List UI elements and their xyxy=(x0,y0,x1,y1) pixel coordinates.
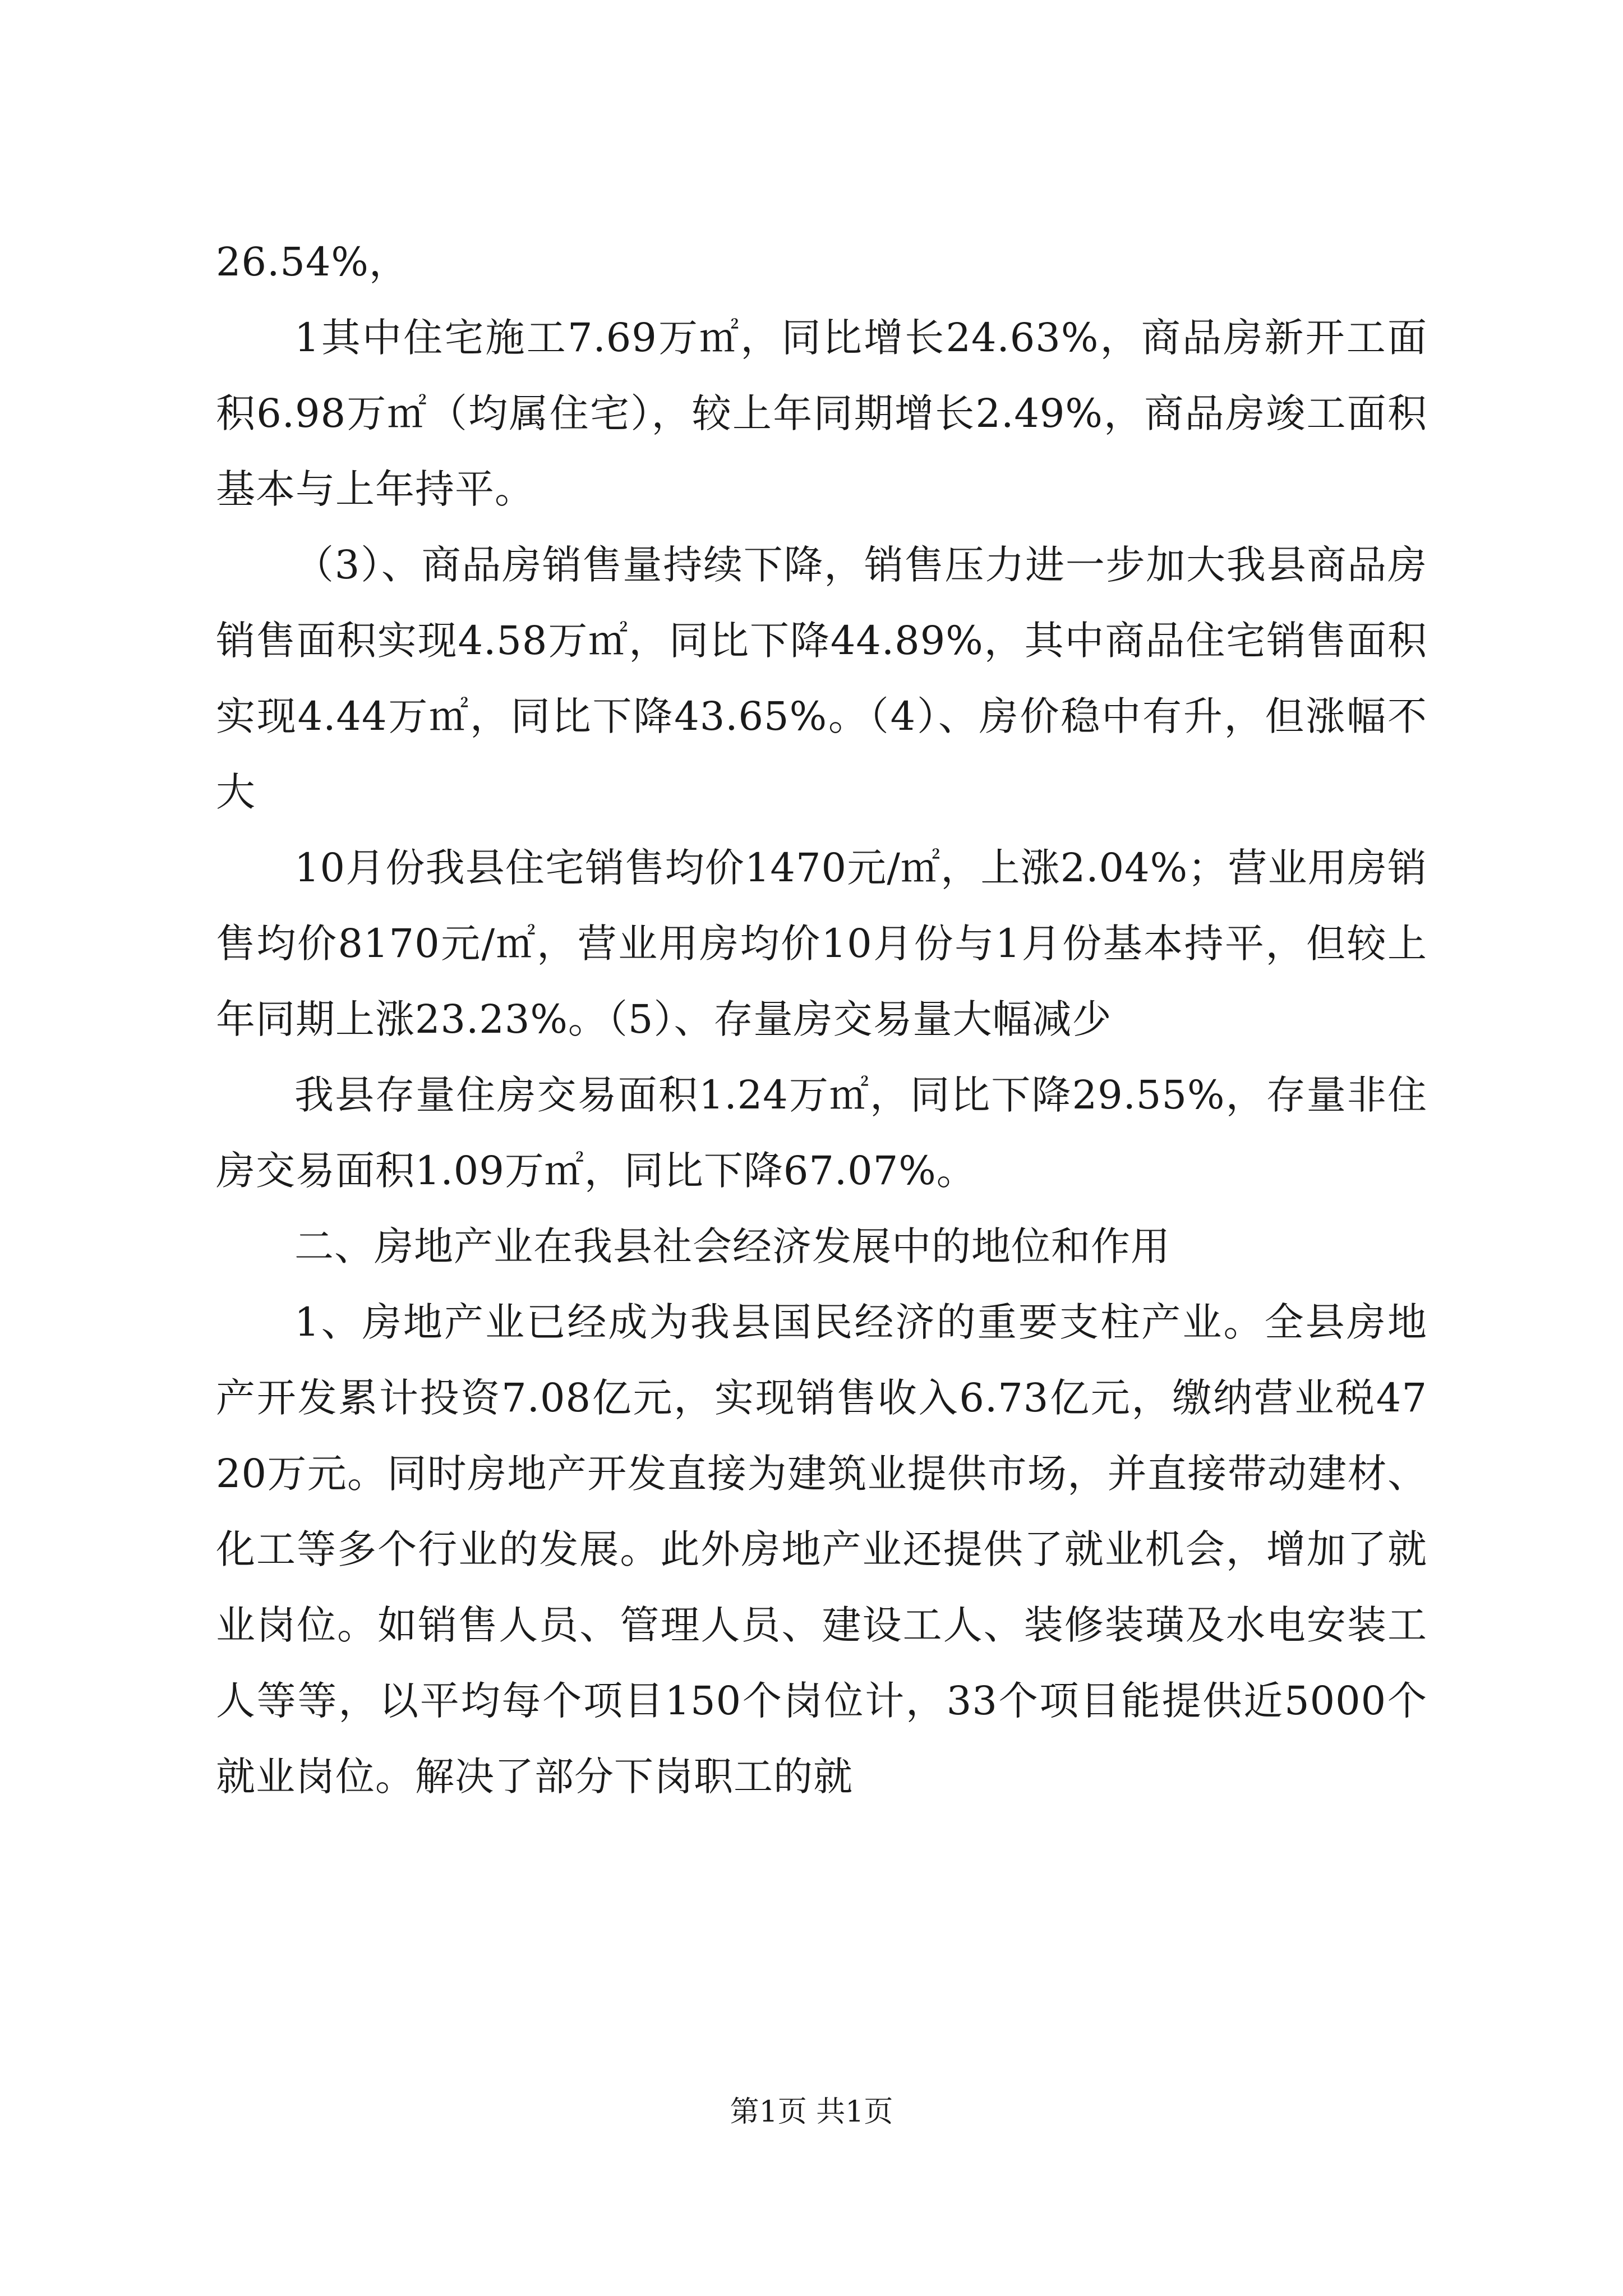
paragraph-construction-area: 1其中住宅施工7.69万㎡，同比增长24.63%，商品房新开工面积6.98万㎡（均属住宅），较上年同期增长2.49%，商品房竣工面积基本与上年持平。 xyxy=(216,315,1427,512)
page-footer: 第1页 共1页 xyxy=(730,2095,893,2129)
paragraph-sales-decline: （3）、商品房销售量持续下降，销售压力进一步加大我县商品房销售面积实现4.58万㎡，同比下降44.89%，其中商品住宅销售面积实现4.44万㎡，同比下降43.65%。（4）、房价稳中有升，但涨幅不大 xyxy=(216,542,1427,815)
section-heading: 二、房地产业在我县社会经济发展中的地位和作用 xyxy=(294,1223,1170,1269)
document-body xyxy=(216,224,1427,1815)
paragraph-existing-housing: 我县存量住房交易面积1.24万㎡，同比下降29.55%，存量非住房交易面积1.09万㎡，同比下降67.07%。 xyxy=(216,1072,1427,1194)
paragraph-price-trend: 10月份我县住宅销售均价1470元/㎡，上涨2.04%；营业用房销售均价8170元/㎡，营业用房均价10月份与1月份基本持平，但较上年同期上涨23.23%。（5）、存量房交易量大幅减少 xyxy=(216,845,1427,1042)
paragraph-pillar-industry: 1、房地产业已经成为我县国民经济的重要支柱产业。全县房地产开发累计投资7.08亿元，实现销售收入6.73亿元，缴纳营业税4720万元。同时房地产开发直接为建筑业提供市场，并直接带动建材、化工等多个行业的发展。此外房地产业还提供了就业机会，增加了就业岗位。如销售人员、管理人员、建设工人、装修装璜及水电安装工人等等，以平均每个项目150个岗位计，33个项目能提供近5000个就业岗位。解决了部分下岗职工的就 xyxy=(216,1299,1427,1800)
paragraph-continuation: 26.54%， xyxy=(216,239,409,285)
